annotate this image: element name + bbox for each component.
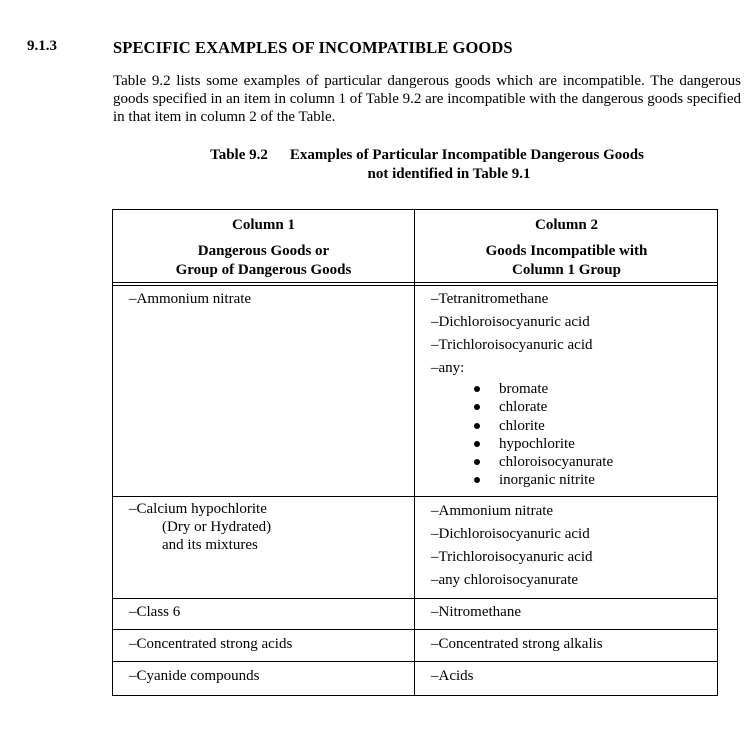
bullet-icon — [474, 423, 480, 429]
table-row-1-col2 — [431, 288, 716, 490]
table-row-4-col2: –Concentrated strong alkalis — [431, 636, 603, 652]
bullet-icon — [474, 459, 480, 465]
table-row-divider — [112, 629, 718, 630]
list-item: –Ammonium nitrate — [431, 503, 554, 519]
bullet-item: chlorite — [431, 417, 716, 435]
column-1-heading: Column 1 — [232, 217, 295, 233]
table-header-divider — [112, 282, 718, 283]
list-item: –Dichloroisocyanuric acid — [431, 526, 590, 542]
list-item: –Dichloroisocyanuric acid — [431, 314, 590, 330]
table-caption — [113, 146, 741, 184]
list-item: –Trichloroisocyanuric acid — [431, 549, 593, 565]
table-row-3-col1: –Class 6 — [129, 604, 181, 620]
table-caption-title: Examples of Particular Incompatible Dangerous Goods — [289, 147, 644, 163]
column-1-header — [113, 216, 414, 280]
bullet-item: bromate — [431, 380, 716, 398]
table-row-4-col1: –Concentrated strong acids — [129, 636, 293, 652]
column-1-subheading: Dangerous Goods or Group of Dangerous Goods — [175, 243, 352, 278]
bullet-item: chlorate — [431, 398, 716, 416]
section-number: 9.1.3 — [27, 38, 57, 54]
table-header-divider-double — [112, 285, 718, 286]
table-row-1-col1: –Ammonium nitrate — [129, 291, 252, 307]
table-row-3-col2: –Nitromethane — [431, 604, 521, 620]
section-title: SPECIFIC EXAMPLES OF INCOMPATIBLE GOODS — [113, 38, 513, 57]
table-caption-number: Table 9.2 — [210, 147, 268, 163]
bullet-icon — [474, 404, 480, 410]
column-2-header — [416, 216, 717, 280]
list-item: –Trichloroisocyanuric acid — [431, 337, 593, 353]
bullet-icon — [474, 477, 480, 483]
table-row-divider — [112, 598, 718, 599]
table-caption-subtitle: not identified in Table 9.1 — [367, 166, 531, 182]
bullet-item: chloroisocyanurate — [431, 453, 716, 471]
bullet-item: hypochlorite — [431, 435, 716, 453]
bullet-icon — [474, 386, 480, 392]
bullet-icon — [474, 441, 480, 447]
column-2-subheading: Goods Incompatible with Column 1 Group — [485, 243, 648, 278]
bullet-item: inorganic nitrite — [431, 471, 716, 489]
intro-paragraph: Table 9.2 lists some examples of particular dangerous goods which are incompatible. The dangerous goods specified in an item in column 1 of Table 9.2 are incompatible with the dangerous goods specified in that item in column 2 of the Table. — [113, 73, 741, 125]
list-item: –any: — [431, 360, 465, 376]
table-row-2-col1: –Calcium hypochlorite (Dry or Hydrated) and its mixtures — [129, 501, 272, 553]
table-row-5-col2: –Acids — [431, 668, 474, 684]
column-2-heading: Column 2 — [535, 217, 598, 233]
table-row-divider — [112, 661, 718, 662]
bullet-list — [431, 380, 716, 490]
table-row-5-col1: –Cyanide compounds — [129, 668, 260, 684]
list-item: –Tetranitromethane — [431, 291, 549, 307]
table-row-divider — [112, 496, 718, 497]
list-item: –any chloroisocyanurate — [431, 572, 579, 588]
table-row-2-col2 — [431, 500, 716, 592]
